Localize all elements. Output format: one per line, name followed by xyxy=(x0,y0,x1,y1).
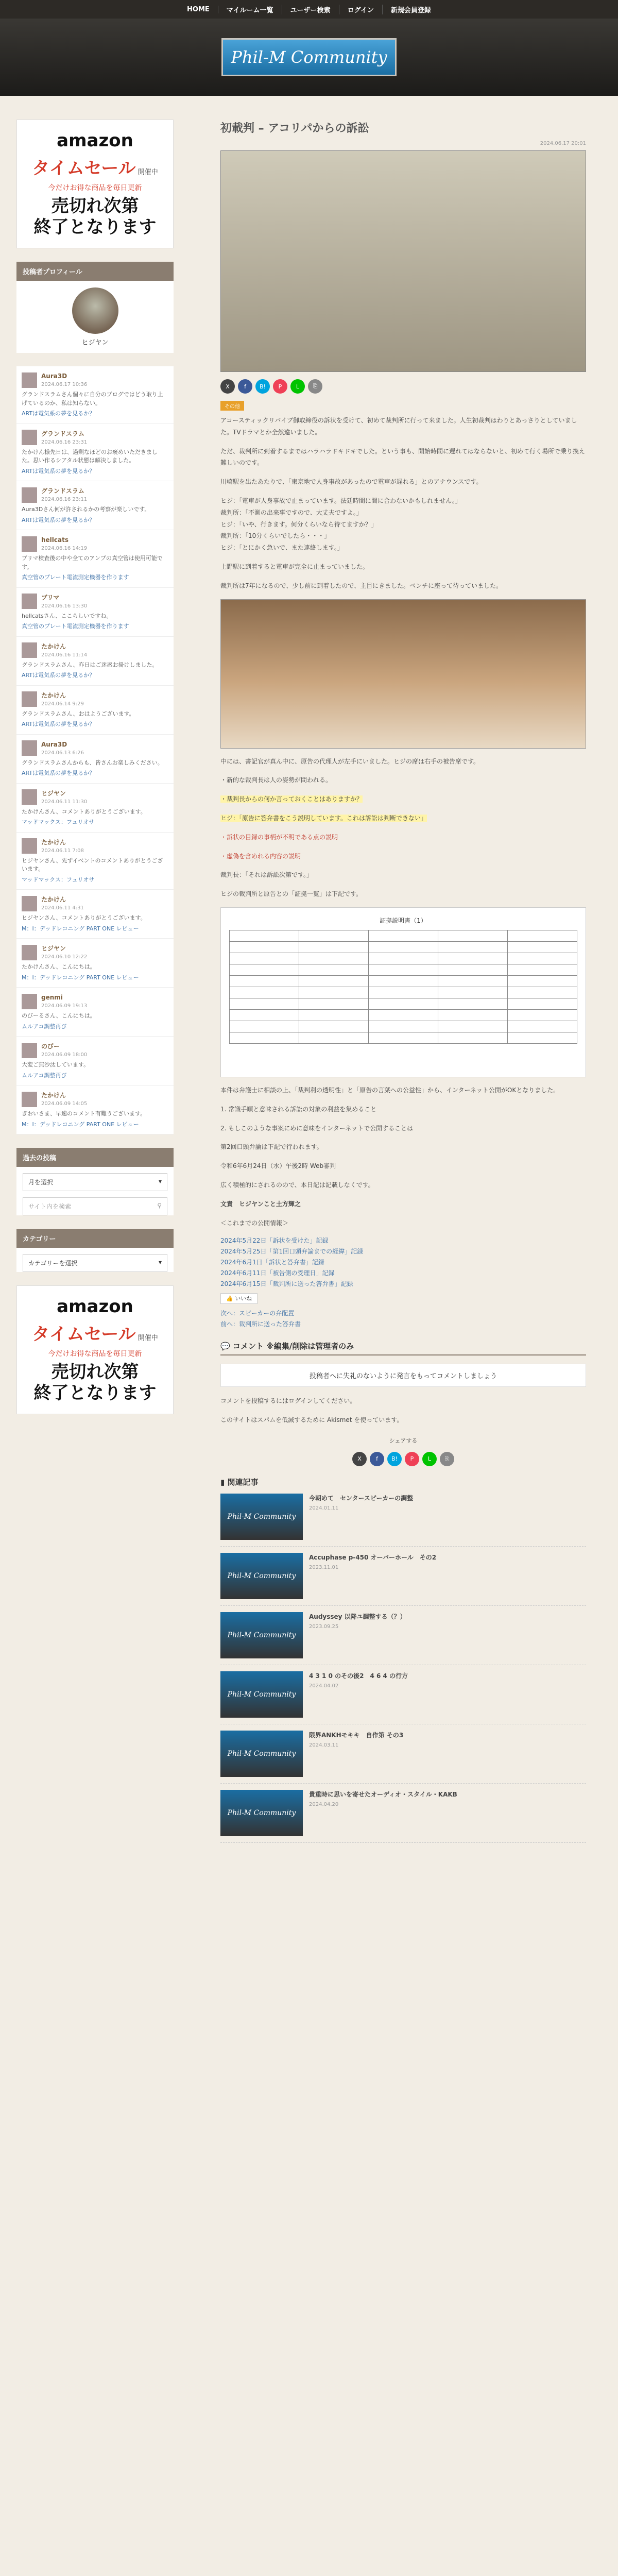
comment-item xyxy=(16,366,174,424)
related-title[interactable]: 貴重時に思いを寄せたオーディオ・スタイル・KAKB xyxy=(309,1790,457,1798)
amazon-ad-2[interactable] xyxy=(16,1285,174,1414)
paragraph: ・新的な裁判長は人の姿勢が問われる。 xyxy=(220,776,332,784)
comment-item xyxy=(16,481,174,530)
comment-text: たかけんさん、こんにちは。 xyxy=(22,963,96,970)
paragraph: 令和6年6月24日（水）午後2時 Web審判 xyxy=(220,1162,336,1170)
comment-text: たかけんさん、コメントありがとうございます。 xyxy=(22,808,146,815)
comment-author[interactable]: ヒジヤン xyxy=(41,789,66,797)
comment-note xyxy=(220,1364,586,1387)
chevron-down-icon: ▾ xyxy=(158,1178,162,1185)
comment-post-link[interactable]: 真空管のプレート電流測定機器を作ります xyxy=(22,623,129,630)
sale-big: 売切れ次第 終了となります xyxy=(33,195,157,238)
related-thumb[interactable]: Phil-M Community xyxy=(220,1671,303,1718)
list-item: 1. 常識手順と意味される訴訟の対象の利益を集めること xyxy=(220,1105,377,1113)
related-thumb[interactable]: Phil-M Community xyxy=(220,1790,303,1836)
facebook-icon[interactable]: f xyxy=(238,379,252,394)
comment-post-link[interactable]: ARTは電気系の夢を見るか？ xyxy=(22,467,95,474)
share-bar-bottom xyxy=(220,1452,586,1466)
sale-sub: 今だけお得な商品を毎日更新 xyxy=(48,1349,142,1358)
comment-post-link[interactable]: ムルアコ調整再び xyxy=(22,1023,67,1030)
profile-head: 投稿者プロフィール xyxy=(16,262,174,281)
related-title[interactable]: Audyssey 以降ユ調整する（？） xyxy=(309,1613,406,1620)
comment-author[interactable]: hellcats xyxy=(41,536,68,544)
comment-author[interactable]: たかけん xyxy=(41,896,66,903)
court-building-photo xyxy=(220,150,586,372)
comment-item xyxy=(16,588,174,637)
comment-akismet: このサイトはスパムを低減するために Akismet を使っています。 xyxy=(220,1416,403,1424)
comment-date: 2024.06.11 7:08 xyxy=(41,848,84,854)
x-icon[interactable]: X xyxy=(220,379,235,394)
avatar[interactable] xyxy=(22,1092,37,1107)
nav-home[interactable]: HOME xyxy=(179,6,218,13)
paragraph: 裁判所は7年になるので、少し前に到着したので、主目にきました。ベンチに座って待っていました。 xyxy=(220,582,503,589)
comment-post-link[interactable]: マッドマックス：フュリオサ xyxy=(22,876,95,883)
comment-item xyxy=(16,939,174,988)
paragraph: 裁判長：「それは訴訟次第です。」 xyxy=(220,871,313,879)
copy-icon[interactable]: ⎘ xyxy=(440,1452,454,1466)
comment-post-link[interactable]: ARTは電気系の夢を見るか？ xyxy=(22,516,95,523)
sale-title: タイムセール xyxy=(32,1324,136,1345)
comment-item xyxy=(16,637,174,686)
copy-icon[interactable]: ⎘ xyxy=(308,379,322,394)
nav-users[interactable]: ユーザー検索 xyxy=(282,5,339,14)
comment-date: 2024.06.14 9:29 xyxy=(41,701,84,707)
comment-author[interactable]: たかけん xyxy=(41,838,66,846)
comment-author[interactable]: ヒジヤン xyxy=(41,945,66,952)
comment-item xyxy=(16,530,174,588)
comment-date: 2024.06.16 13:30 xyxy=(41,603,88,609)
comment-post-link[interactable]: M：I：デッドレコニング PART ONE レビュー xyxy=(22,974,139,981)
profile-avatar[interactable] xyxy=(72,287,118,334)
search-icon[interactable]: ⚲ xyxy=(157,1202,162,1209)
comment-date: 2024.06.16 11:14 xyxy=(41,652,88,658)
history-link[interactable]: 2024年6月11日「被告側の受理日」記録 xyxy=(220,1269,335,1277)
comment-icon: 💬 xyxy=(220,1342,233,1351)
comment-date: 2024.06.11 4:31 xyxy=(41,905,84,911)
comment-text: グランドスラムさん個々に自分のブログではどう取り上げているのか、私は知らない。 xyxy=(22,391,163,406)
comment-note-text: 投稿者へに失礼のないように発言をもってコメントしましょう xyxy=(309,1372,497,1381)
avatar[interactable] xyxy=(22,487,37,503)
related-list xyxy=(220,1487,586,1843)
facebook-icon[interactable]: f xyxy=(370,1452,384,1466)
comment-date: 2024.06.16 14:19 xyxy=(41,546,88,551)
comment-post-link[interactable]: マッドマックス：フュリオサ xyxy=(22,819,95,825)
comment-author[interactable]: Aura3D xyxy=(41,372,67,380)
comment-item xyxy=(16,686,174,735)
related-item[interactable] xyxy=(220,1665,586,1724)
category-select[interactable] xyxy=(23,1254,167,1272)
paragraph: 本件は弁護士に相談の上、「裁判利の透明性」と「原告の言葉への公益性」から、インターネット公開がOKとなりました。 xyxy=(220,1086,560,1094)
list-item: 2. もしこのような事案にめに意味をインターネットで公開することは xyxy=(220,1124,414,1132)
highlight: ヒジ：「原告に答弁書をこう説明しています。これは訴訟は判断できない」 xyxy=(220,814,427,822)
avatar[interactable] xyxy=(22,838,37,854)
comment-date: 2024.06.13 6:26 xyxy=(41,750,84,756)
paragraph: ヒジの裁判所と原告との「証拠一覧」は下記です。 xyxy=(220,890,363,898)
comment-item xyxy=(16,833,174,890)
related-item[interactable] xyxy=(220,1487,586,1547)
pocket-icon[interactable]: P xyxy=(273,379,287,394)
comment-author[interactable]: Aura3D xyxy=(41,740,67,748)
search-input[interactable] xyxy=(23,1197,167,1215)
comment-login[interactable]: コメントを投稿するにはログインしてください。 xyxy=(220,1397,356,1405)
amazon-ad[interactable] xyxy=(16,120,174,248)
archive-select-value: 月を選択 xyxy=(28,1179,54,1186)
paragraph: 上野駅に到着すると電車が完全に止まっていました。 xyxy=(220,563,369,570)
comment-date: 2024.06.09 18:00 xyxy=(41,1052,88,1058)
sale-title: タイムセール xyxy=(32,158,136,179)
avatar[interactable] xyxy=(22,691,37,707)
share-bar xyxy=(220,379,586,394)
comment-text: グランドスラムさんからも、皆さんお楽しみください。 xyxy=(22,759,163,766)
sidebar xyxy=(16,120,174,1428)
paragraph: 第2回口頭弁論は下記で行われます。 xyxy=(220,1143,323,1151)
doc-title: 証拠説明書（1） xyxy=(380,917,427,924)
related-item[interactable] xyxy=(220,1784,586,1843)
recent-comments xyxy=(16,366,174,1134)
comment-item xyxy=(16,988,174,1037)
related-date: 2023.09.25 xyxy=(309,1623,339,1630)
dialog: ヒジ：「電車が人身事故で止まっています。法廷時間に間に合わないかもしれません。」 裁判所：「不測の出来事ですので、大丈夫ですよ。」 ヒジ：「いや、行きます。何分くらいなら待てますか？」 裁判所：「10分くらいでしたら・・・」 ヒジ：「とにかく急いで、また連絡します。」 xyxy=(220,497,461,552)
avatar[interactable] xyxy=(22,1043,37,1058)
history-link[interactable]: 2024年5月25日「第1回口頭弁論までの経緯」記録 xyxy=(220,1248,364,1256)
hatena-icon[interactable]: B! xyxy=(387,1452,402,1466)
courtroom-diagram xyxy=(220,599,586,749)
comment-post-link[interactable]: ARTは電気系の夢を見るか？ xyxy=(22,721,95,727)
comment-text: ブリマ検査後の中や全てのアンプの真空管は使用可能です。 xyxy=(22,555,163,570)
archive-box xyxy=(16,1148,174,1215)
avatar[interactable] xyxy=(22,994,37,1009)
avatar[interactable] xyxy=(22,945,37,960)
history-head: ＜これまでの公開情報＞ xyxy=(220,1219,289,1227)
comment-head xyxy=(220,1341,586,1355)
paragraph: ただ、裁判所に到着するまではハラハラドキドキでした。という事も、開始時間に遅れてはならないと、初めて行く場所で乗り換え難しいのです。 xyxy=(220,447,586,467)
comment-text: ヒジヤンさん、コメントありがとうございます。 xyxy=(22,914,146,921)
comment-author[interactable]: genmi xyxy=(41,994,63,1001)
evidence-table xyxy=(229,930,577,1044)
related-item[interactable] xyxy=(220,1547,586,1606)
history-links xyxy=(220,1236,586,1288)
comment-date: 2024.06.09 19:13 xyxy=(41,1003,88,1009)
related-date: 2024.04.20 xyxy=(309,1801,339,1807)
related-head-text: 関連記事 xyxy=(227,1477,259,1487)
comment-author[interactable]: グランドスラム xyxy=(41,487,84,495)
comment-item xyxy=(16,735,174,784)
profile-name[interactable]: ヒジヤン xyxy=(81,338,109,347)
nav-login[interactable]: ログイン xyxy=(339,5,383,14)
comment-post-link[interactable]: ARTは電気系の夢を見るか？ xyxy=(22,672,95,679)
related-thumb[interactable]: Phil-M Community xyxy=(220,1553,303,1599)
category-head: カテゴリー xyxy=(16,1229,174,1248)
comment-text: たかけん様先日は、過剰なほどのお褒めいただきました。思い作るシアタル状態は解決しました。 xyxy=(22,448,158,464)
related-head xyxy=(220,1477,586,1487)
comment-date: 2024.06.09 14:05 xyxy=(41,1101,88,1107)
comment-date: 2024.06.17 10:36 xyxy=(41,382,88,387)
comment-item xyxy=(16,890,174,939)
category-select-value: カテゴリーを選択 xyxy=(28,1260,78,1267)
related-date: 2023.11.01 xyxy=(309,1564,339,1570)
related-date: 2024.04.02 xyxy=(309,1683,339,1689)
comment-text: 大変ご無沙汰しています。 xyxy=(22,1061,90,1068)
related-thumb[interactable]: Phil-M Community xyxy=(220,1494,303,1540)
comment-author[interactable]: たかけん xyxy=(41,1092,66,1099)
avatar[interactable] xyxy=(22,536,37,552)
hatena-icon[interactable]: B! xyxy=(255,379,270,394)
comment-post-link[interactable]: M：I：デッドレコニング PART ONE レビュー xyxy=(22,925,139,932)
profile-box xyxy=(16,262,174,353)
sale-tag: 開催中 xyxy=(138,168,158,176)
related-date: 2024.01.11 xyxy=(309,1505,339,1511)
related-icon: ▮ xyxy=(220,1477,228,1487)
comment-post-link[interactable]: ARTは電気系の夢を見るか？ xyxy=(22,410,95,417)
top-nav xyxy=(0,0,618,19)
comment-post-link[interactable]: M：I：デッドレコニング PART ONE レビュー xyxy=(22,1121,139,1128)
comment-text: グランドスラムさん、昨日はご迷惑お掛けしました。 xyxy=(22,661,158,668)
amazon-logo: amazon xyxy=(57,130,133,151)
comment-item xyxy=(16,784,174,833)
paragraph: アコースティックリバイブ御取締役の訴状を受けて、初めて裁判所に行って来ました。人生初裁判はわりとあっさりとしていました。TVドラマとか全然違いました。 xyxy=(220,417,577,436)
paragraph: 川崎駅を出たあたりで、「東京地で人身事故があったので電車が遅れる」とのアナウンスです。 xyxy=(220,478,483,486)
category-tag[interactable]: その他 xyxy=(220,401,244,411)
prev-link[interactable]: 前へ：裁判所に送った答弁書 xyxy=(220,1320,301,1328)
paragraph: 中には、書記官が真ん中に、原告の代理人が左手にいました。ヒジの席は右手の被告席です。 xyxy=(220,757,480,765)
comment-item xyxy=(16,1037,174,1086)
comment-text: グランドスラムさん、おはようございます。 xyxy=(22,710,135,717)
related-thumb[interactable]: Phil-M Community xyxy=(220,1731,303,1777)
paragraph: 広く積極的にされるのので、本日記は記載しなくです。 xyxy=(220,1181,374,1189)
archive-select[interactable] xyxy=(23,1173,167,1191)
comment-post-link[interactable]: ムルアコ調整再び xyxy=(22,1072,67,1079)
line-icon[interactable]: L xyxy=(290,379,305,394)
avatar[interactable] xyxy=(22,372,37,388)
avatar[interactable] xyxy=(22,789,37,805)
comment-item xyxy=(16,424,174,482)
related-item[interactable] xyxy=(220,1606,586,1665)
comment-author[interactable]: たかけん xyxy=(41,642,66,650)
thumbs-up-icon: 👍 xyxy=(226,1295,233,1302)
red-note: ・虚偽を含めれる内容の説明 xyxy=(220,852,301,860)
related-title[interactable]: 4 3 1 0 のその後2 4 6 4 の行方 xyxy=(309,1672,408,1680)
chevron-down-icon: ▾ xyxy=(158,1259,162,1266)
comment-author[interactable]: たかけん xyxy=(41,691,66,699)
related-title[interactable]: Accuphase p-450 オーバーホール その2 xyxy=(309,1553,437,1561)
site-banner xyxy=(0,19,618,96)
article xyxy=(220,120,586,1843)
related-item[interactable] xyxy=(220,1724,586,1784)
share-label: シェアする xyxy=(389,1437,418,1444)
comment-date: 2024.06.11 11:30 xyxy=(41,799,88,805)
avatar[interactable] xyxy=(22,642,37,658)
sale-tag: 開催中 xyxy=(138,1334,158,1342)
related-title[interactable]: 今朝めて センタースピーカーの調整 xyxy=(309,1494,414,1502)
comment-head-text: コメント ※編集/削除は管理者のみ xyxy=(232,1342,354,1351)
avatar[interactable] xyxy=(22,896,37,911)
search-placeholder: サイト内を検索 xyxy=(28,1203,72,1210)
history-link[interactable]: 2024年6月1日「訴状と答弁書」記録 xyxy=(220,1259,324,1266)
archive-head: 過去の投稿 xyxy=(16,1148,174,1167)
highlight: ・裁判長からの何か言っておくことはありますか？ xyxy=(220,795,363,803)
nav-register[interactable]: 新規会員登録 xyxy=(390,6,431,14)
related-date: 2024.03.11 xyxy=(309,1742,339,1748)
comment-text: ぎおいさま、早速のコメント有難うございます。 xyxy=(22,1110,146,1117)
x-icon[interactable]: X xyxy=(352,1452,367,1466)
pocket-icon[interactable]: P xyxy=(405,1452,419,1466)
article-date: 2024.06.17 20:01 xyxy=(540,141,586,146)
avatar[interactable] xyxy=(22,740,37,756)
comment-date: 2024.06.10 12:22 xyxy=(41,954,88,960)
related-thumb[interactable]: Phil-M Community xyxy=(220,1612,303,1658)
comment-author[interactable]: ブリマ xyxy=(41,594,60,601)
amazon-logo: amazon xyxy=(57,1296,133,1317)
category-box xyxy=(16,1229,174,1272)
comment-text: のびーるさん、こんにちは。 xyxy=(22,1012,96,1019)
next-link[interactable]: 次へ：スピーカーの弁配置 xyxy=(220,1310,295,1317)
related-title[interactable]: 限界ANKHモキキ 自作第 その3 xyxy=(309,1731,404,1739)
comment-text: ヒジヤンさん、先ずイベントのコメントありがとうございます。 xyxy=(22,857,163,872)
post-nav xyxy=(220,1309,586,1328)
comment-author[interactable]: のびー xyxy=(41,1043,60,1050)
sale-big: 売切れ次第 終了となります xyxy=(33,1361,157,1403)
history-link[interactable]: 2024年6月15日「裁判所に送った答弁書」記録 xyxy=(220,1280,353,1288)
comment-item xyxy=(16,1086,174,1134)
like-label: いいね xyxy=(235,1295,252,1302)
sale-sub: 今だけお得な商品を毎日更新 xyxy=(48,183,142,192)
comment-post-link[interactable]: ARTは電気系の夢を見るか？ xyxy=(22,770,95,776)
site-logo[interactable]: Phil-M Community xyxy=(221,38,397,76)
signature: 文責 ヒジヤンこと土方輝之 xyxy=(220,1200,301,1208)
like-button[interactable] xyxy=(220,1293,258,1304)
line-icon[interactable]: L xyxy=(422,1452,437,1466)
comment-author[interactable]: グランドスラム xyxy=(41,430,84,437)
nav-rooms[interactable]: マイルーム一覧 xyxy=(218,5,282,14)
comment-post-link[interactable]: 真空管のプレート電流測定機器を作ります xyxy=(22,574,129,581)
comment-date: 2024.06.16 23:31 xyxy=(41,439,88,445)
comment-date: 2024.06.16 23:11 xyxy=(41,497,88,502)
comment-text: Aura3Dさん何が許されるかの考察が楽しいです。 xyxy=(22,506,150,513)
history-link[interactable]: 2024年5月22日「訴状を受けた」記録 xyxy=(220,1237,329,1245)
avatar[interactable] xyxy=(22,594,37,609)
comment-text: hellcatsさん、ここらしいですね。 xyxy=(22,612,112,619)
red-note: ・訴状の目録の事柄が不明である点の説明 xyxy=(220,833,338,841)
avatar[interactable] xyxy=(22,430,37,445)
article-title: 初載判 – アコリパからの訴訟 xyxy=(220,122,369,135)
evidence-document xyxy=(220,907,586,1077)
